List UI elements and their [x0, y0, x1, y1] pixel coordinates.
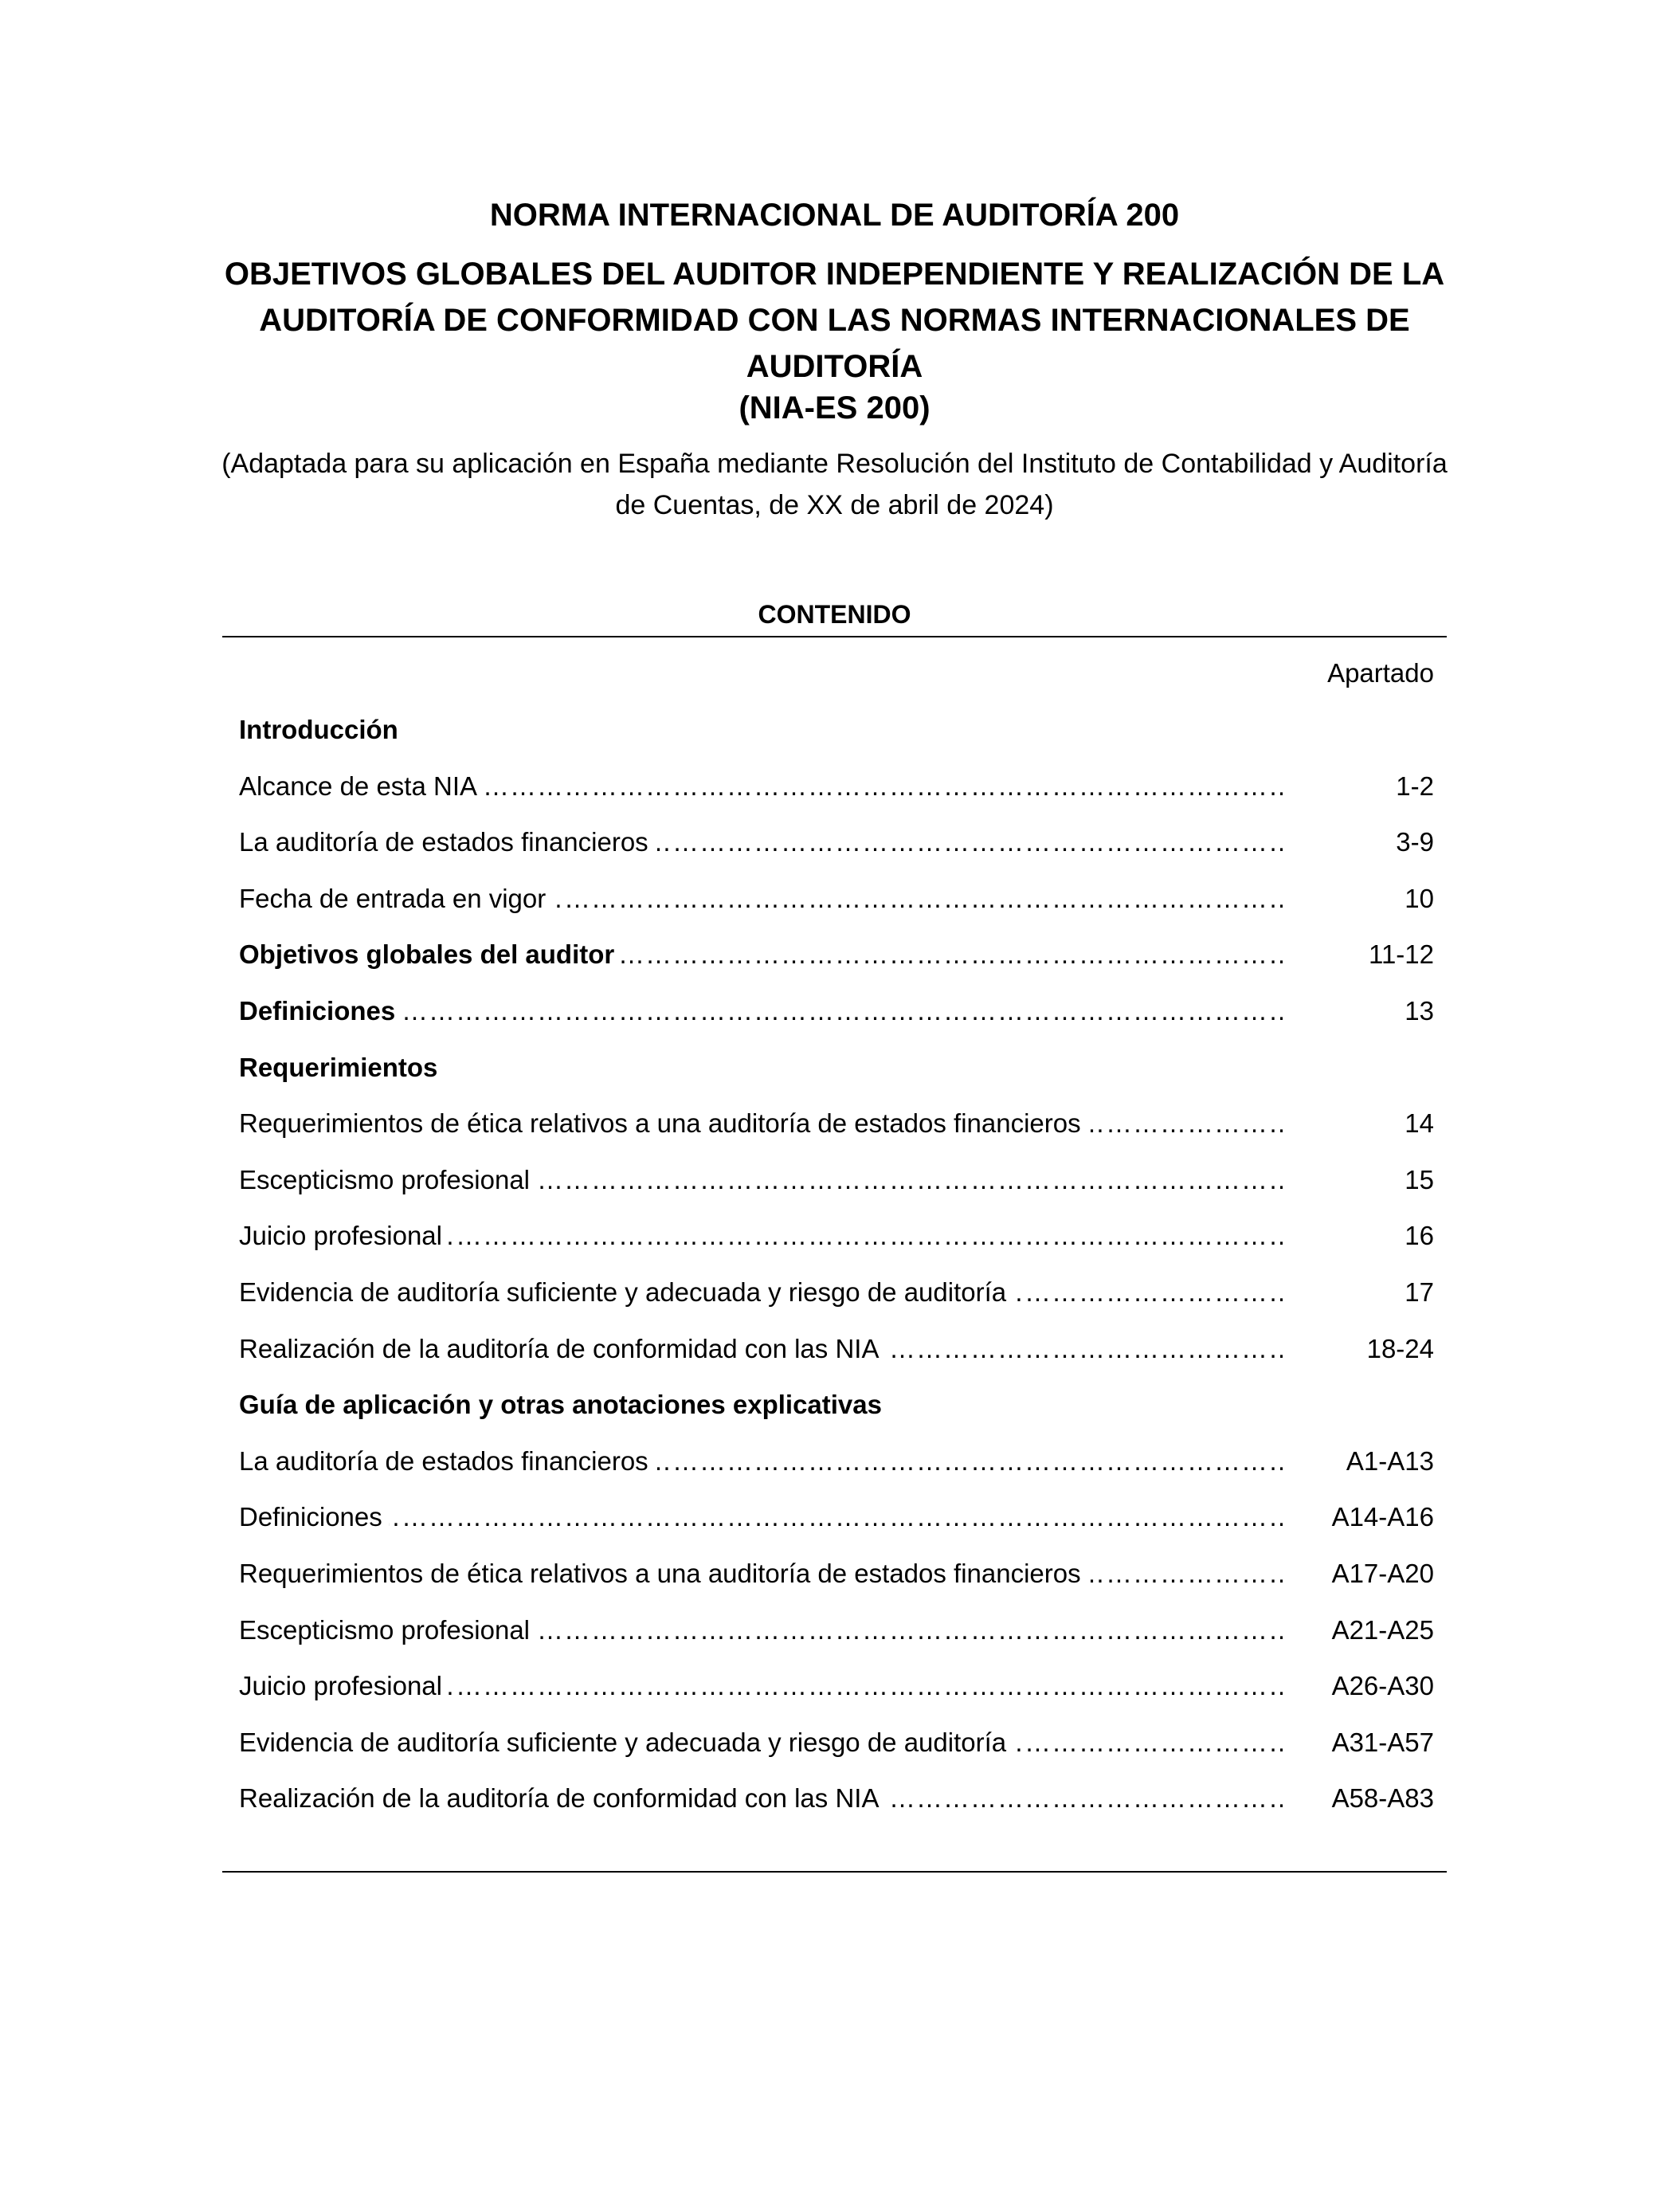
toc-entry	[239, 1668, 1434, 1724]
toc-entry	[239, 824, 1434, 880]
dot-leader	[239, 1499, 1283, 1535]
toc-entry-text	[239, 1105, 1283, 1142]
toc-entry-text	[239, 824, 1283, 861]
toc-entry-text	[239, 1443, 1283, 1480]
toc-label: La auditoría de estados financieros	[239, 1446, 655, 1476]
toc-paragraph-ref: 16	[1405, 1221, 1434, 1251]
toc-entry-text	[239, 1668, 1283, 1704]
toc-entry	[239, 880, 1434, 937]
contents-column-header: Apartado	[1327, 658, 1434, 688]
toc-paragraph-ref: 15	[1405, 1164, 1434, 1194]
toc-paragraph-ref: A17-A20	[1331, 1558, 1434, 1588]
toc-paragraph-ref: 18-24	[1366, 1333, 1434, 1363]
toc-paragraph-ref: 14	[1405, 1108, 1434, 1139]
toc-entry	[239, 1612, 1434, 1669]
table-of-contents	[239, 712, 1434, 1837]
toc-entry	[239, 1724, 1434, 1781]
toc-entry-text	[239, 1612, 1283, 1649]
toc-entry-text	[239, 1780, 1283, 1817]
toc-label: Requerimientos	[239, 1053, 444, 1082]
toc-entry-text	[239, 1218, 1283, 1254]
toc-entry-text	[239, 768, 1283, 805]
toc-entry	[239, 1105, 1434, 1162]
toc-entry-text	[239, 1274, 1283, 1311]
adaptation-note: (Adaptada para su aplicación en España mediante Resolución del Instituto de Contabilidad y Auditoría de Cuentas, de XX de abril de 2024)	[221, 449, 1448, 520]
contents-top-rule	[222, 636, 1447, 637]
toc-label: Definiciones	[239, 996, 402, 1026]
toc-label: Fecha de entrada en vigor	[239, 884, 552, 913]
toc-label: Realización de la auditoría de conformidad con las NIA	[239, 1783, 885, 1813]
toc-entry-text	[239, 1331, 1283, 1367]
contents-bottom-rule	[222, 1871, 1447, 1873]
toc-label: Definiciones	[239, 1502, 389, 1532]
toc-label: Realización de la auditoría de conformidad con las NIA	[239, 1334, 885, 1363]
toc-paragraph-ref: A1-A13	[1346, 1445, 1434, 1476]
toc-paragraph-ref: A26-A30	[1331, 1671, 1434, 1701]
toc-entry	[239, 1555, 1434, 1612]
toc-entry	[239, 1274, 1434, 1331]
toc-paragraph-ref: 13	[1405, 995, 1434, 1026]
toc-paragraph-ref: 10	[1405, 883, 1434, 913]
toc-label: Alcance de esta NIA	[239, 771, 484, 801]
toc-label: Objetivos globales del auditor	[239, 939, 621, 969]
toc-entry	[239, 1162, 1434, 1218]
toc-paragraph-ref: A21-A25	[1331, 1614, 1434, 1645]
toc-paragraph-ref: 3-9	[1396, 827, 1434, 857]
toc-paragraph-ref: A14-A16	[1331, 1502, 1434, 1532]
toc-entry	[239, 993, 1434, 1049]
toc-entry	[239, 1780, 1434, 1837]
toc-entry	[239, 1443, 1434, 1500]
toc-section-heading	[239, 1049, 1434, 1106]
toc-entry-text	[239, 1724, 1283, 1761]
toc-entry	[239, 936, 1434, 993]
toc-label: Escepticismo profesional	[239, 1165, 536, 1194]
toc-entry-text	[239, 1386, 1283, 1423]
toc-label: Juicio profesional	[239, 1221, 449, 1250]
toc-paragraph-ref: 11-12	[1369, 939, 1434, 970]
toc-entry-text	[239, 1499, 1283, 1535]
toc-entry	[239, 768, 1434, 825]
toc-label: Juicio profesional	[239, 1671, 449, 1700]
toc-label: Evidencia de auditoría suficiente y adecuada y riesgo de auditoría	[239, 1728, 1013, 1757]
toc-paragraph-ref: 17	[1405, 1277, 1434, 1307]
toc-entry	[239, 1218, 1434, 1274]
toc-label: Introducción	[239, 715, 405, 744]
toc-section-heading	[239, 1386, 1434, 1443]
toc-entry	[239, 1331, 1434, 1387]
document-code: (NIA-ES 200)	[739, 390, 930, 426]
toc-paragraph-ref: A58-A83	[1331, 1783, 1434, 1814]
toc-label: Evidencia de auditoría suficiente y adecuada y riesgo de auditoría	[239, 1277, 1013, 1307]
document-subtitle: OBJETIVOS GLOBALES DEL AUDITOR INDEPENDIENTE Y REALIZACIÓN DE LA AUDITORÍA DE CONFORMIDAD CON LAS NORMAS INTERNACIONALES DE AUDITORÍA	[224, 257, 1445, 384]
toc-label: Requerimientos de ética relativos a una auditoría de estados financieros	[239, 1108, 1087, 1138]
toc-entry	[239, 1499, 1434, 1555]
toc-label: Requerimientos de ética relativos a una auditoría de estados financieros	[239, 1559, 1087, 1588]
toc-paragraph-ref: A31-A57	[1331, 1727, 1434, 1757]
contents-heading: CONTENIDO	[758, 600, 911, 629]
toc-entry-text	[239, 1162, 1283, 1198]
toc-paragraph-ref: 1-2	[1396, 771, 1434, 801]
toc-entry-text	[239, 936, 1283, 973]
toc-label: La auditoría de estados financieros	[239, 827, 655, 857]
toc-label: Escepticismo profesional	[239, 1615, 536, 1645]
toc-section-heading	[239, 712, 1434, 768]
toc-entry-text	[239, 1555, 1283, 1592]
toc-entry-text	[239, 712, 1283, 748]
toc-label: Guía de aplicación y otras anotaciones explicativas	[239, 1390, 888, 1419]
toc-entry-text	[239, 880, 1283, 917]
toc-entry-text	[239, 1049, 1283, 1086]
document-title: NORMA INTERNACIONAL DE AUDITORÍA 200	[489, 198, 1180, 233]
toc-entry-text	[239, 993, 1283, 1030]
